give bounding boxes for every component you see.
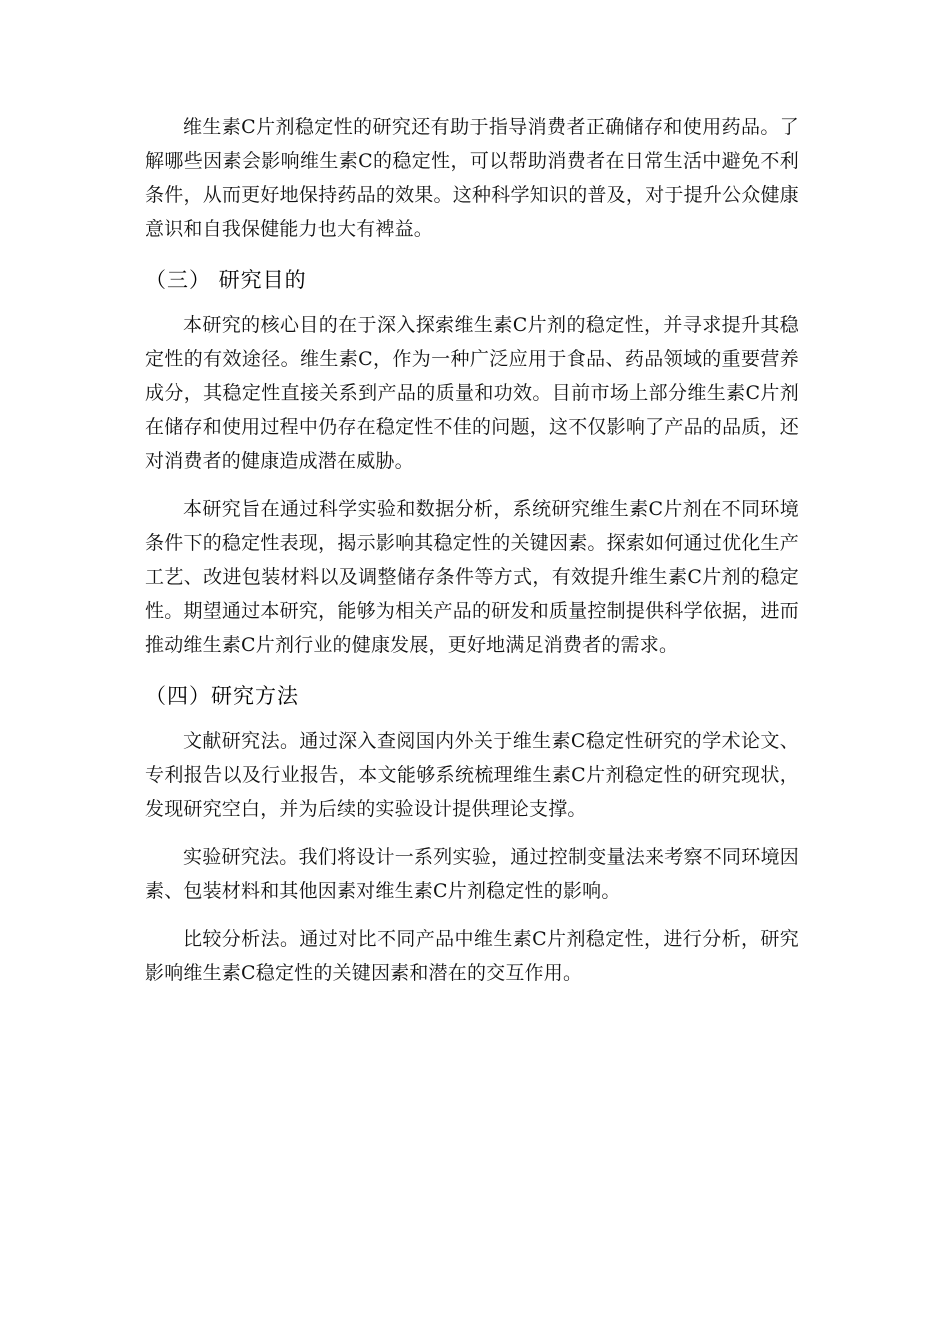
- section-heading-research-purpose: （三） 研究目的: [145, 268, 307, 292]
- research-purpose-paragraph-1: 本研究的核心目的在于深入探索维生素C片剂的稳定性，并寻求提升其稳定性的有效途径。维生素C，作为一种广泛应用于食品、药品领域的重要营养成分，其稳定性直接关系到产品的质量和功效。目前市场上部分维生素C片剂在储存和使用过程中仍存在稳定性不佳的问题，这不仅影响了产品的品质，还对消费者的健康造成潜在威胁。: [145, 314, 799, 472]
- method-literature-paragraph: 文献研究法。通过深入查阅国内外关于维生素C稳定性研究的学术论文、专利报告以及行业报告，本文能够系统梳理维生素C片剂稳定性的研究现状，发现研究空白，并为后续的实验设计提供理论支撑。: [145, 730, 799, 820]
- document-page: [145, 110, 799, 990]
- section-heading-research-methods: （四）研究方法: [145, 684, 299, 708]
- research-purpose-paragraph-2: 本研究旨在通过科学实验和数据分析，系统研究维生素C片剂在不同环境条件下的稳定性表现，揭示影响其稳定性的关键因素。探索如何通过优化生产工艺、改进包装材料以及调整储存条件等方式，有效提升维生素C片剂的稳定性。期望通过本研究，能够为相关产品的研发和质量控制提供科学依据，进而推动维生素C片剂行业的健康发展，更好地满足消费者的需求。: [145, 498, 799, 656]
- method-experiment-paragraph: 实验研究法。我们将设计一系列实验，通过控制变量法来考察不同环境因素、包装材料和其他因素对维生素C片剂稳定性的影响。: [145, 846, 799, 902]
- method-comparison-paragraph: 比较分析法。通过对比不同产品中维生素C片剂稳定性，进行分析，研究影响维生素C稳定性的关键因素和潜在的交互作用。: [145, 928, 799, 984]
- intro-paragraph: 维生素C片剂稳定性的研究还有助于指导消费者正确储存和使用药品。了解哪些因素会影响维生素C的稳定性，可以帮助消费者在日常生活中避免不利条件，从而更好地保持药品的效果。这种科学知识的普及，对于提升公众健康意识和自我保健能力也大有裨益。: [145, 116, 799, 240]
